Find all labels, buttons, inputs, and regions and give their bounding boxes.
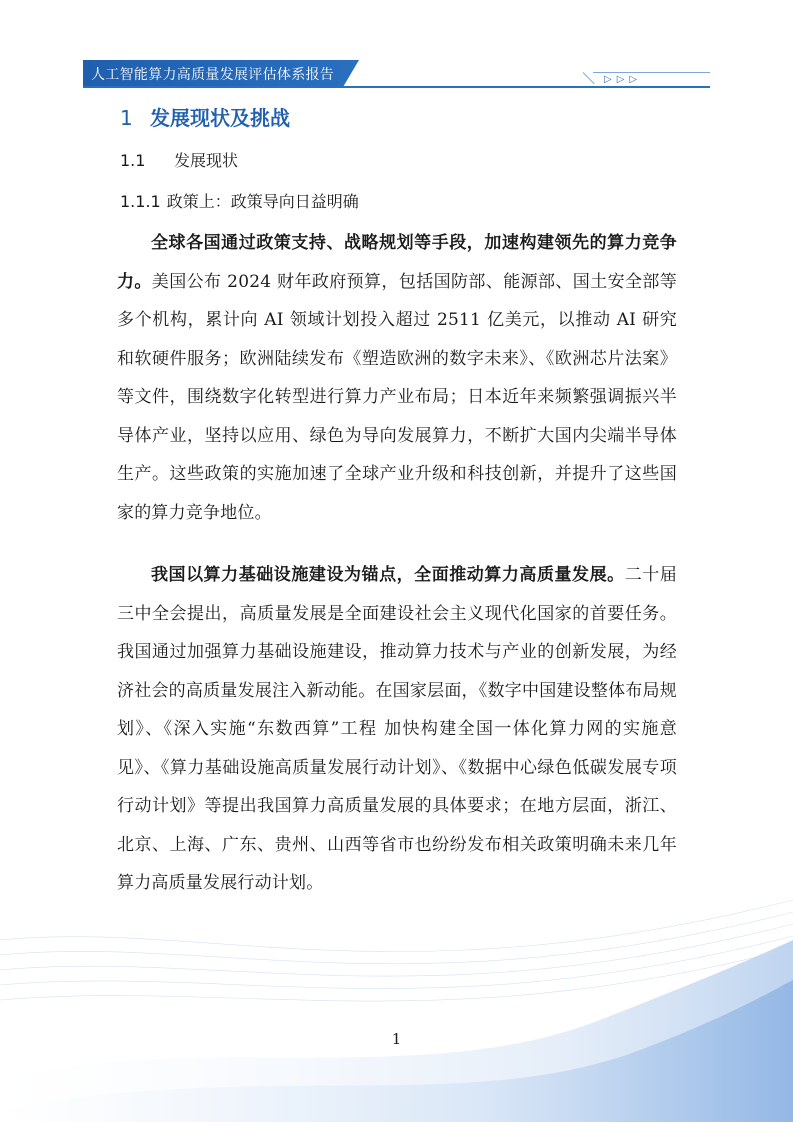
header-decoration-line [593, 72, 710, 73]
subsection-number: 1.1 [120, 151, 146, 170]
paragraph-body: 美国公布 2024 财年政府预算，包括国防部、能源部、国土安全部等多个机构，累计向 AI 领域计划投入超过 2511 亿美元，以推动 AI 研究和软硬件服务；欧洲陆续发布《塑造欧洲的数字未来》、《欧洲芯片法案》等文件，围绕数字化转型进行算力产业布局；日本近年来频繁强调振兴半导体产业，坚持以应用、绿色为导向发展算力，不断扩大国内尖端半导体生产。这些政策的实施加速了全球产业升级和科技创新，并提升了这些国家的算力竞争地位。 [117, 271, 677, 523]
subsubsection-number: 1.1.1 [120, 192, 161, 211]
paragraph-lead: 全球各国通过政策支持、战略规划等手段，加速构建领先的算力竞争力。 [117, 233, 677, 292]
paragraph-body: 二十届三中全会提出，高质量发展是全面建设社会主义现代化国家的首要任务。我国通过加强算力基础设施建设，推动算力技术与产业的创新发展，为经济社会的高质量发展注入新动能。在国家层面，《数字中国建设整体布局规划》、《深入实施“东数西算”工程 加快构建全国一体化算力网的实施意见》、《算力基础设施高质量发展行动计划》、《数据中心绿色低碳发展专项行动计划》等提出我国算力高质量发展的具体要求；在地方层面，浙江、北京、上海、广东、贵州、山西等省市也纷纷发布相关政策明确未来几年算力高质量发展行动计划。 [117, 565, 677, 893]
triangle-arrows-icon: ▷▷▷ [604, 74, 643, 85]
body-paragraph [117, 556, 677, 903]
paragraph-lead: 我国以算力基础设施建设为锚点，全面推动算力高质量发展。 [151, 565, 625, 585]
subsubsection-heading [120, 189, 359, 212]
section-heading [120, 102, 290, 131]
decorative-wave [0, 880, 793, 1122]
section-title: 发展现状及挑战 [150, 106, 290, 130]
page-header [83, 60, 710, 88]
header-title: 人工智能算力高质量发展评估体系报告 [91, 67, 335, 83]
page-number: 1 [391, 1030, 402, 1048]
body-paragraph [117, 224, 677, 532]
subsubsection-title: 政策上：政策导向日益明确 [166, 192, 359, 211]
header-rule [83, 86, 710, 88]
subsection-heading [120, 148, 238, 171]
subsection-title: 发展现状 [174, 151, 239, 170]
header-decoration-line [583, 72, 595, 84]
section-number: 1 [120, 106, 133, 130]
